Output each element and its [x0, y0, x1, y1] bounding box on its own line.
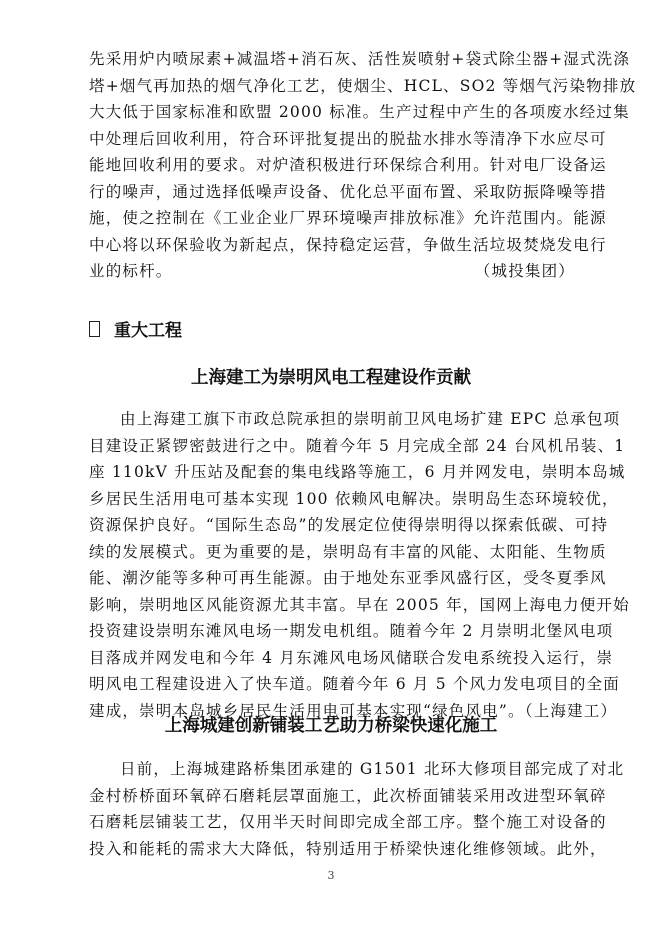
text-line: 明风电工程建设进入了快车道。随着今年 6 月 5 个风力发电项目的全面: [89, 675, 620, 693]
text-line: 资源保护良好。“国际生态岛”的发展定位使得崇明得以探索低碳、可持: [89, 516, 609, 534]
text-line: 塔+烟气再加热的烟气净化工艺，使烟尘、HCL、SO2 等烟气污染物排放: [89, 76, 637, 95]
page-number: 3: [327, 869, 335, 882]
square-bullet-icon: [89, 321, 100, 337]
text-line: 建成，崇明本岛城乡居民生活用电可基本实现“绿色风电”。（上海建工）: [89, 701, 618, 720]
text-line: 投资建设崇明东滩风电场一期发电机组。随着今年 2 月崇明北堡风电项: [89, 622, 614, 640]
text-line: 投入和能耗的需求大大降低，特别适用于桥梁快速化维修领域。此外，: [89, 839, 607, 858]
text-line: 先采用炉内喷尿素+减温塔+消石灰、活性炭喷射+袋式除尘器+湿式洗涤: [89, 50, 631, 68]
text-line: 座 110kV 升压站及配套的集电线路等施工，6 月并网发电，崇明本岛城: [89, 463, 626, 481]
article-body: [89, 406, 630, 724]
text-line: 施，使之控制在《工业企业厂界环境噪声排放标准》允许范围内。能源: [89, 209, 607, 227]
text-line: 能、潮汐能等多种可再生能源。由于地处东亚季风盛行区，受冬夏季风: [89, 569, 607, 587]
text-line: 业的标杆。: [89, 262, 173, 280]
article-title: 上海城建创新铺装工艺助力桥梁快速化施工: [164, 716, 498, 736]
text-line: 大大低于国家标准和欧盟 2000 标准。生产过程中产生的各项废水经过集: [89, 103, 630, 121]
text-line: 续的发展模式。更为重要的是，崇明岛有丰富的风能、太阳能、生物质: [89, 542, 607, 561]
text-line: 中心将以环保验收为新起点，保持稳定运营，争做生活垃圾焚烧发电行: [89, 235, 607, 254]
continuation-paragraph: [89, 46, 637, 285]
text-line: 由上海建工旗下市政总院承担的崇明前卫风电场扩建 EPC 总承包项: [120, 410, 621, 428]
text-line: 乡居民生活用电可基本实现 100 依赖风电解决。崇明岛生态环境较优，: [89, 489, 619, 508]
text-line: 金村桥桥面环氧碎石磨耗层罩面施工，此次桥面铺装采用改进型环氧碎: [89, 786, 607, 805]
source-attribution: （城投集团）: [474, 262, 575, 280]
text-line: 石磨耗层铺装工艺，仅用半天时间即完成全部工序。整个施工对设备的: [89, 813, 607, 831]
text-line: 中处理后回收利用，符合环评批复提出的脱盐水排水等清净下水应尽可: [89, 129, 607, 148]
section-title: 重大工程: [114, 321, 182, 341]
section-heading: [89, 316, 182, 341]
text-line: 目落成并网发电和今年 4 月东滩风电场风储联合发电系统投入运行，崇: [89, 648, 614, 667]
text-line: 影响，崇明地区风能资源尤其丰富。早在 2005 年，国网上海电力便开始: [89, 595, 630, 614]
paragraph-end-line: [89, 258, 575, 285]
article-title: 上海建工为崇明风电工程建设作贡献: [191, 368, 471, 388]
text-line: 目建设正紧锣密鼓进行之中。随着今年 5 月完成全部 24 台风机吊装、1: [89, 436, 626, 455]
article-body: [89, 756, 625, 862]
text-line: 行的噪声，通过选择低噪声设备、优化总平面布置、采取防振降噪等措: [89, 182, 607, 201]
text-line: 日前，上海城建路桥集团承建的 G1501 北环大修项目部完成了对北: [120, 760, 625, 778]
text-line: 能地回收利用的要求。对炉渣积极进行环保综合利用。针对电厂设备运: [89, 156, 607, 174]
